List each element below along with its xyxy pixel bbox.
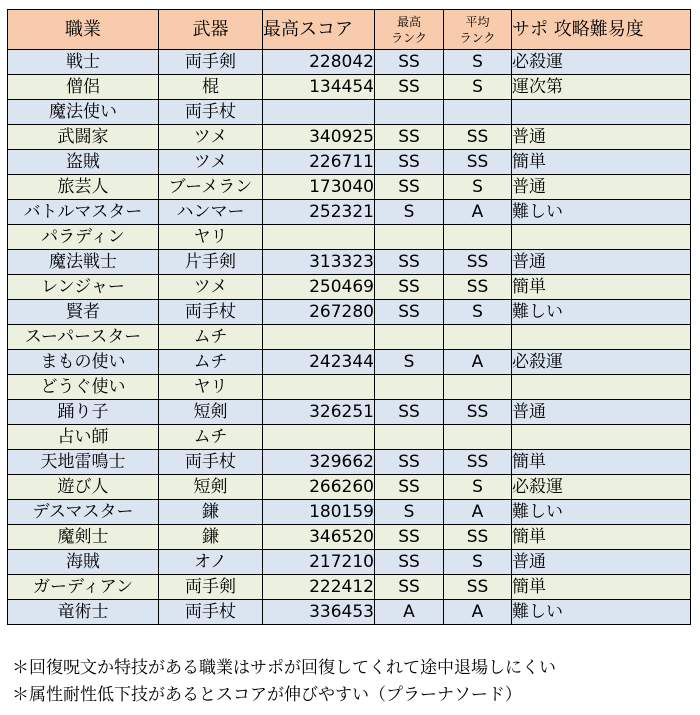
cell-best-rank [375,325,444,350]
cell-difficulty: 必殺運 [512,50,691,75]
cell-difficulty: 運次第 [512,75,691,100]
cell-weapon: ムチ [159,350,263,375]
cell-avg-rank: S [444,50,512,75]
cell-weapon: ムチ [159,425,263,450]
cell-best-score: 346520 [263,525,375,550]
cell-best-rank: S [375,500,444,525]
cell-avg-rank [444,425,512,450]
table-row [8,350,691,375]
cell-difficulty: 普通 [512,175,691,200]
cell-job: 踊り子 [8,400,159,425]
cell-weapon: 両手杖 [159,300,263,325]
cell-difficulty: 簡単 [512,525,691,550]
cell-best-score [263,325,375,350]
cell-weapon: 両手杖 [159,100,263,125]
cell-difficulty: 簡単 [512,150,691,175]
cell-difficulty: 普通 [512,125,691,150]
cell-avg-rank: S [444,75,512,100]
cell-best-rank: A [375,600,444,625]
cell-difficulty: 必殺運 [512,475,691,500]
cell-job: 魔法戦士 [8,250,159,275]
table-row [8,375,691,400]
cell-best-score: 252321 [263,200,375,225]
cell-difficulty [512,325,691,350]
footnote-resistance: ＊属性耐性低下技があるとスコアが伸びやすい（プラーナソード） [12,685,522,705]
cell-best-score: 228042 [263,50,375,75]
cell-best-score: 222412 [263,575,375,600]
cell-avg-rank [444,100,512,125]
cell-best-rank: SS [375,575,444,600]
cell-best-rank: SS [375,125,444,150]
cell-avg-rank: SS [444,575,512,600]
cell-job: 魔剣士 [8,525,159,550]
cell-best-rank: SS [375,250,444,275]
cell-avg-rank: S [444,475,512,500]
cell-avg-rank: SS [444,125,512,150]
cell-job: パラディン [8,225,159,250]
cell-weapon: 鎌 [159,525,263,550]
cell-avg-rank [444,375,512,400]
job-score-table [7,9,691,625]
cell-weapon: 両手剣 [159,50,263,75]
cell-best-rank: S [375,200,444,225]
cell-best-score [263,375,375,400]
cell-job: デスマスター [8,500,159,525]
cell-best-score: 336453 [263,600,375,625]
cell-job: まもの使い [8,350,159,375]
table-row [8,50,691,75]
cell-weapon: ムチ [159,325,263,350]
cell-weapon: ツメ [159,275,263,300]
cell-best-score: 313323 [263,250,375,275]
cell-best-rank [375,100,444,125]
cell-best-rank: SS [375,525,444,550]
table-row [8,425,691,450]
table-row [8,575,691,600]
cell-best-rank: SS [375,275,444,300]
cell-job: 僧侶 [8,75,159,100]
cell-best-score: 326251 [263,400,375,425]
cell-job: 旅芸人 [8,175,159,200]
cell-difficulty: 簡単 [512,450,691,475]
table-row [8,525,691,550]
header-best-rank: 最高 ランク [375,10,444,50]
table-row [8,475,691,500]
cell-avg-rank [444,225,512,250]
table-row [8,500,691,525]
table-row [8,250,691,275]
table-row [8,600,691,625]
table-row [8,325,691,350]
cell-best-rank: SS [375,75,444,100]
cell-best-score: 173040 [263,175,375,200]
cell-difficulty: 簡単 [512,575,691,600]
table-row [8,450,691,475]
header-avg-rank: 平均 ランク [444,10,512,50]
cell-best-rank [375,375,444,400]
cell-job: 遊び人 [8,475,159,500]
cell-best-score [263,425,375,450]
cell-difficulty: 難しい [512,600,691,625]
cell-difficulty: 普通 [512,250,691,275]
cell-avg-rank: S [444,300,512,325]
cell-weapon: ハンマー [159,200,263,225]
cell-best-score: 180159 [263,500,375,525]
cell-weapon: 棍 [159,75,263,100]
cell-job: 戦士 [8,50,159,75]
cell-weapon: ブーメラン [159,175,263,200]
table-row [8,125,691,150]
cell-best-rank: S [375,350,444,375]
table-row [8,550,691,575]
cell-avg-rank: A [444,350,512,375]
header-difficulty: サポ 攻略難易度 [512,10,691,50]
cell-best-score: 329662 [263,450,375,475]
cell-difficulty: 難しい [512,500,691,525]
cell-weapon: ツメ [159,125,263,150]
cell-weapon: 両手杖 [159,450,263,475]
cell-weapon: ツメ [159,150,263,175]
cell-best-score: 226711 [263,150,375,175]
cell-avg-rank: A [444,600,512,625]
table-row [8,175,691,200]
cell-avg-rank: SS [444,250,512,275]
cell-job: バトルマスター [8,200,159,225]
cell-weapon: 片手剣 [159,250,263,275]
cell-best-rank [375,225,444,250]
footnote-healing: ＊回復呪文か特技がある職業はサポが回復してくれて途中退場しにくい [12,658,556,678]
header-best-score: 最高スコア [263,10,375,50]
cell-avg-rank: S [444,175,512,200]
cell-avg-rank: SS [444,275,512,300]
cell-difficulty: 難しい [512,200,691,225]
header-weapon: 武器 [159,10,263,50]
cell-job: どうぐ使い [8,375,159,400]
table-header-row [8,10,691,50]
table-row [8,275,691,300]
cell-difficulty [512,375,691,400]
cell-best-rank [375,425,444,450]
cell-avg-rank: SS [444,450,512,475]
table-row [8,400,691,425]
table-row [8,300,691,325]
header-job: 職業 [8,10,159,50]
cell-job: ガーディアン [8,575,159,600]
cell-avg-rank [444,325,512,350]
cell-best-rank: SS [375,550,444,575]
cell-difficulty: 必殺運 [512,350,691,375]
cell-weapon: オノ [159,550,263,575]
cell-avg-rank: S [444,550,512,575]
cell-best-score: 340925 [263,125,375,150]
cell-weapon: 短剣 [159,400,263,425]
cell-difficulty: 難しい [512,300,691,325]
cell-best-score: 250469 [263,275,375,300]
cell-best-rank: SS [375,50,444,75]
cell-job: 天地雷鳴士 [8,450,159,475]
cell-job: 武闘家 [8,125,159,150]
cell-best-score: 134454 [263,75,375,100]
cell-best-score: 266260 [263,475,375,500]
cell-avg-rank: A [444,200,512,225]
cell-job: 賢者 [8,300,159,325]
cell-avg-rank: SS [444,525,512,550]
cell-job: レンジャー [8,275,159,300]
cell-job: 盗賊 [8,150,159,175]
table-row [8,225,691,250]
table-row [8,100,691,125]
cell-difficulty: 普通 [512,400,691,425]
cell-avg-rank: A [444,500,512,525]
cell-job: 海賊 [8,550,159,575]
cell-best-score: 217210 [263,550,375,575]
cell-best-rank: SS [375,150,444,175]
cell-weapon: 短剣 [159,475,263,500]
cell-weapon: 両手剣 [159,575,263,600]
cell-job: 魔法使い [8,100,159,125]
cell-weapon: ヤリ [159,225,263,250]
cell-best-score [263,100,375,125]
cell-job: スーパースター [8,325,159,350]
cell-best-rank: SS [375,450,444,475]
table-row [8,75,691,100]
cell-avg-rank: SS [444,400,512,425]
cell-difficulty: 簡単 [512,275,691,300]
table-row [8,150,691,175]
cell-job: 占い師 [8,425,159,450]
cell-best-rank: SS [375,300,444,325]
cell-weapon: 鎌 [159,500,263,525]
cell-best-score: 242344 [263,350,375,375]
table-row [8,200,691,225]
cell-difficulty: 普通 [512,550,691,575]
cell-difficulty [512,100,691,125]
cell-best-rank: SS [375,475,444,500]
cell-difficulty [512,425,691,450]
cell-best-score [263,225,375,250]
footnotes [12,655,556,709]
cell-best-rank: SS [375,175,444,200]
cell-best-rank: SS [375,400,444,425]
cell-difficulty [512,225,691,250]
cell-avg-rank: SS [444,150,512,175]
cell-weapon: ヤリ [159,375,263,400]
cell-weapon: 両手杖 [159,600,263,625]
cell-job: 竜術士 [8,600,159,625]
cell-best-score: 267280 [263,300,375,325]
